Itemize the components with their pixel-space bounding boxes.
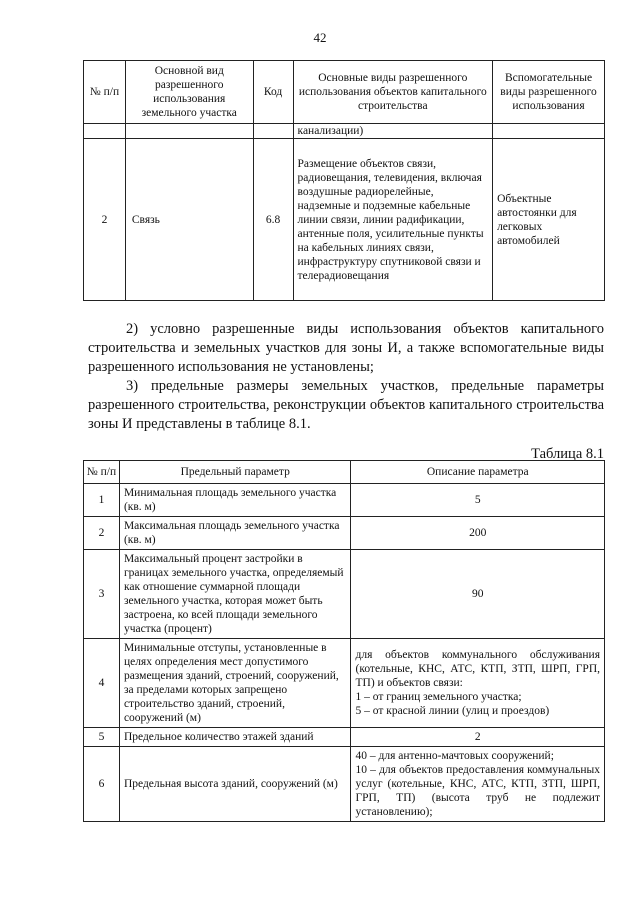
header-parameter: Предельный параметр bbox=[119, 461, 351, 484]
header-description: Описание параметра bbox=[351, 461, 605, 484]
continuation-text: канализации) bbox=[293, 124, 493, 139]
row-description: 90 bbox=[351, 550, 605, 639]
row-description bbox=[351, 639, 605, 728]
row-parameter: Предельное количество этажей зданий bbox=[119, 728, 351, 747]
row-parameter: Максимальная площадь земельного участка (кв. м) bbox=[119, 517, 351, 550]
row-number: 1 bbox=[84, 484, 120, 517]
paragraph-limits: 3) предельные размеры земельных участков, предельные параметры разрешенного строительства, реконструкции объектов капитального строительства зоны И представлены в таблице 8.1. bbox=[88, 378, 604, 432]
description-line: для объектов коммунального обслуживания (котельные, КНС, АТС, КТП, ЗТП, ШРП, ГРП, ТП) и объектов связи: bbox=[355, 649, 600, 689]
row-number: 3 bbox=[84, 550, 120, 639]
row-aux-uses: Объектные автостоянки для легковых автомобилей bbox=[493, 139, 605, 301]
table-header-row bbox=[84, 461, 605, 484]
row-description: 200 bbox=[351, 517, 605, 550]
table-caption: Таблица 8.1 bbox=[531, 446, 604, 462]
paragraph-conditional-uses: 2) условно разрешенные виды использования объектов капитального строительства и земельных участков для зоны И, а также вспомогательные виды разрешенного использования не установлены; bbox=[88, 321, 604, 375]
table-row bbox=[84, 639, 605, 728]
row-main-uses: Размещение объектов связи, радиовещания, телевидения, включая воздушные радиорелейные, надземные и подземные кабельные линии связи, линии радификации, антенные поля, усилительные пункты на кабельных линиях связи, инфраструктуру спутниковой связи и телерадиовещания bbox=[293, 139, 493, 301]
header-number: № п/п bbox=[84, 61, 126, 124]
limits-table bbox=[83, 460, 605, 822]
table-row-continuation bbox=[84, 124, 605, 139]
allowed-uses-table-continuation bbox=[83, 60, 605, 301]
table-row bbox=[84, 728, 605, 747]
table-header-row bbox=[84, 61, 605, 124]
table-row bbox=[84, 484, 605, 517]
description-line: 5 – от красной линии (улиц и проездов) bbox=[355, 705, 550, 717]
header-main-use: Основной вид разрешенного использования земельного участка bbox=[125, 61, 253, 124]
description-line: 40 – для антенно-мачтовых сооружений; bbox=[355, 750, 554, 762]
description-line: 10 – для объектов предоставления коммунальных услуг (котельные, КНС, АТС, КТП, ЗТП, ШРП, ГРП, ТП) (высота труб не подлежит установлению); bbox=[355, 764, 600, 818]
row-description: 2 bbox=[351, 728, 605, 747]
row-parameter: Минимальные отступы, установленные в целях определения мест допустимого размещения зданий, строений, сооружений, за пределами которых запрещено строительство зданий, строений, сооружений (м) bbox=[119, 639, 351, 728]
page-number: 42 bbox=[313, 30, 327, 45]
header-code: Код bbox=[253, 61, 293, 124]
row-description bbox=[351, 747, 605, 822]
row-parameter: Максимальный процент застройки в границах земельного участка, определяемый как отношение суммарной площади земельного участка, которая может быть застроена, ко всей площади земельного участка (процент) bbox=[119, 550, 351, 639]
header-main-oks-uses: Основные виды разрешенного использования объектов капитального строительства bbox=[293, 61, 493, 124]
header-number: № п/п bbox=[84, 461, 120, 484]
description-line: 1 – от границ земельного участка; bbox=[355, 691, 522, 703]
row-number: 6 bbox=[84, 747, 120, 822]
row-number: 2 bbox=[84, 139, 126, 301]
row-use-name: Связь bbox=[125, 139, 253, 301]
table-row bbox=[84, 517, 605, 550]
table-row bbox=[84, 550, 605, 639]
row-parameter: Минимальная площадь земельного участка (кв. м) bbox=[119, 484, 351, 517]
row-number: 2 bbox=[84, 517, 120, 550]
row-number: 4 bbox=[84, 639, 120, 728]
row-parameter: Предельная высота зданий, сооружений (м) bbox=[119, 747, 351, 822]
header-aux-uses: Вспомогательные виды разрешенного использования bbox=[493, 61, 605, 124]
table-row bbox=[84, 747, 605, 822]
row-description: 5 bbox=[351, 484, 605, 517]
row-code: 6.8 bbox=[253, 139, 293, 301]
table-row bbox=[84, 139, 605, 301]
row-number: 5 bbox=[84, 728, 120, 747]
